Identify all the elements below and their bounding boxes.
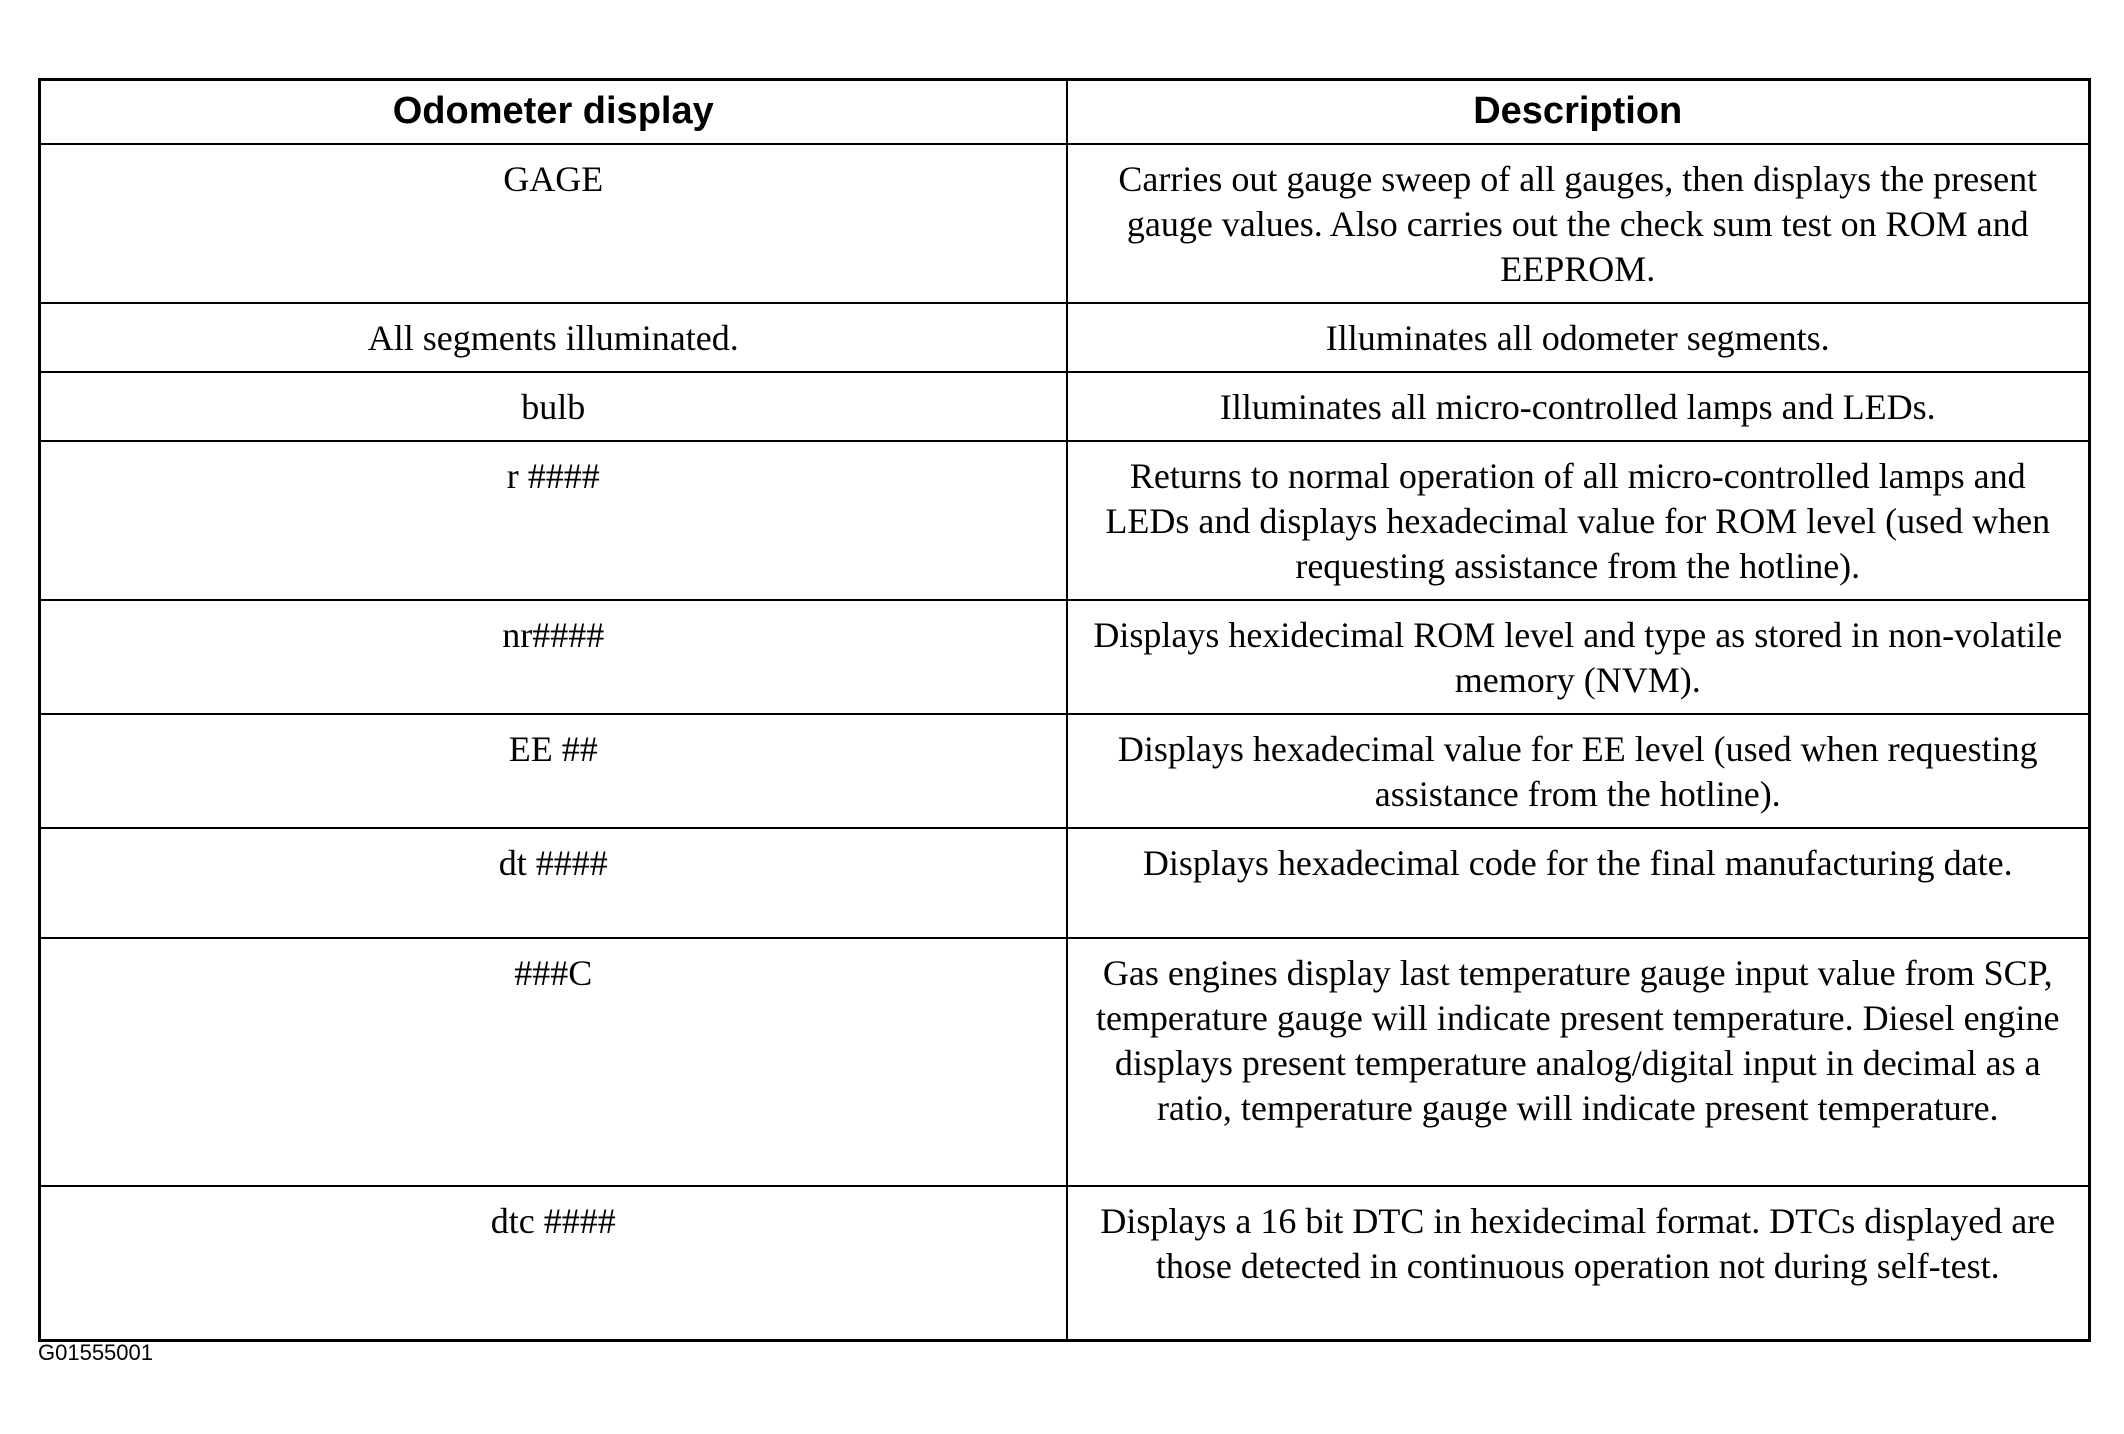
description-cell: Gas engines display last temperature gauge input value from SCP, temperature gauge will indicate present temperature. Diesel engine displays present temperature analog/digital input in decimal as a ratio, temperature gauge will indicate present temperature.: [1067, 938, 2090, 1186]
odometer-display-cell: bulb: [40, 372, 1067, 441]
column-header-odometer-display: Odometer display: [40, 80, 1067, 144]
odometer-display-cell: ###C: [40, 938, 1067, 1186]
table-row: [40, 938, 2090, 1186]
odometer-display-cell: nr####: [40, 600, 1067, 714]
table-row: [40, 303, 2090, 372]
odometer-display-cell: All segments illuminated.: [40, 303, 1067, 372]
odometer-display-cell: EE ##: [40, 714, 1067, 828]
description-cell: Illuminates all micro-controlled lamps and LEDs.: [1067, 372, 2090, 441]
odometer-display-cell: dt ####: [40, 828, 1067, 938]
table-row: [40, 144, 2090, 303]
column-header-description: Description: [1067, 80, 2090, 144]
description-cell: Illuminates all odometer segments.: [1067, 303, 2090, 372]
table-row: [40, 714, 2090, 828]
odometer-display-cell: dtc ####: [40, 1186, 1067, 1341]
description-cell: Displays hexadecimal code for the final manufacturing date.: [1067, 828, 2090, 938]
description-cell: Displays hexadecimal value for EE level (used when requesting assistance from the hotline).: [1067, 714, 2090, 828]
table-row: [40, 441, 2090, 600]
odometer-display-cell: GAGE: [40, 144, 1067, 303]
table-row: [40, 828, 2090, 938]
table-row: [40, 1186, 2090, 1341]
odometer-display-cell: r ####: [40, 441, 1067, 600]
description-cell: Returns to normal operation of all micro-controlled lamps and LEDs and displays hexadecimal value for ROM level (used when requesting assistance from the hotline).: [1067, 441, 2090, 600]
figure-id-label: G01555001: [38, 1340, 153, 1365]
table-row: [40, 372, 2090, 441]
table-header-row: [40, 80, 2090, 144]
description-cell: Displays a 16 bit DTC in hexidecimal format. DTCs displayed are those detected in continuous operation not during self-test.: [1067, 1186, 2090, 1341]
description-cell: Carries out gauge sweep of all gauges, then displays the present gauge values. Also carries out the check sum test on ROM and EEPROM.: [1067, 144, 2090, 303]
table-row: [40, 600, 2090, 714]
odometer-display-table: [38, 78, 2091, 1342]
description-cell: Displays hexidecimal ROM level and type as stored in non-volatile memory (NVM).: [1067, 600, 2090, 714]
